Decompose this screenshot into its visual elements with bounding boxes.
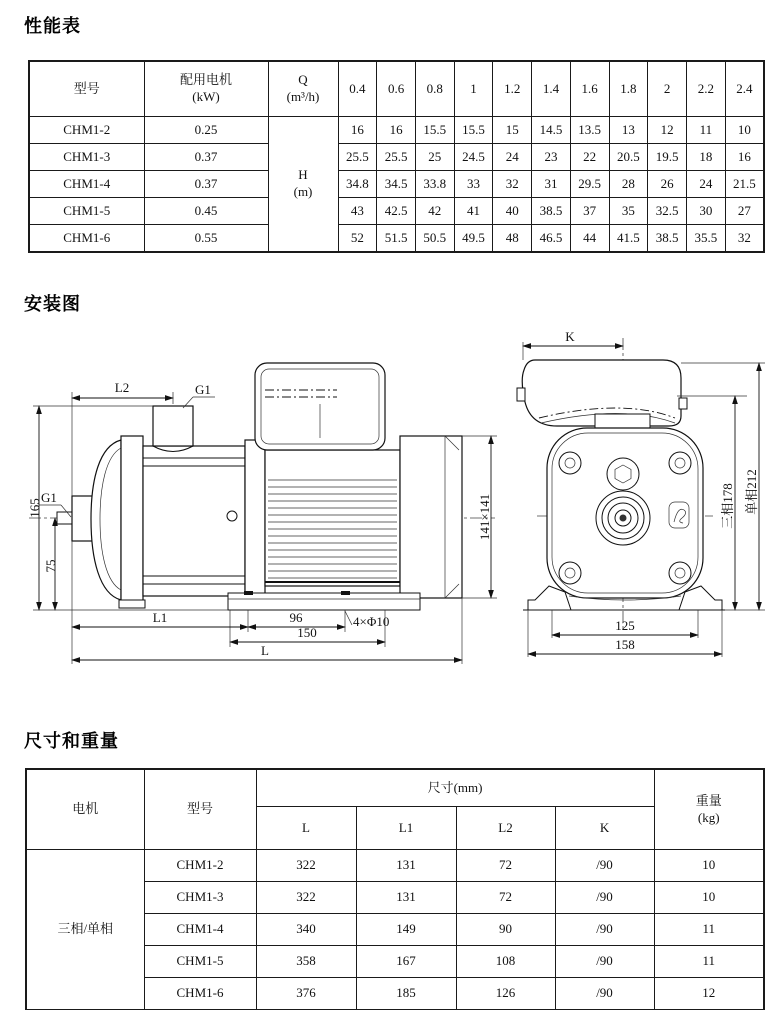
h-cell: 27	[725, 198, 764, 225]
dim-l-label: L	[261, 643, 269, 658]
dim-k-label: K	[565, 330, 575, 344]
flow-header-cell: 0.4	[338, 61, 377, 117]
flow-header-cell: 0.8	[415, 61, 454, 117]
h-cell: 48	[493, 225, 532, 253]
head-unit-cell: H (m)	[268, 117, 338, 253]
power-cell: 0.37	[144, 144, 268, 171]
h-cell: 15.5	[415, 117, 454, 144]
h-cell: 25	[415, 144, 454, 171]
motor	[245, 440, 400, 596]
dimensions-section-title: 尺寸和重量	[24, 731, 119, 751]
k-cell: /90	[555, 850, 654, 882]
h-cell: 13.5	[570, 117, 609, 144]
l-cell: 322	[256, 850, 356, 882]
dim-96-label: 96	[289, 610, 303, 625]
dim-165-label: 165	[27, 498, 42, 518]
performance-row	[29, 144, 764, 171]
weight-cell: 10	[654, 882, 764, 914]
dimensions-table	[25, 768, 765, 1010]
h-cell: 35	[609, 198, 648, 225]
flow-col-header: Q (m³/h)	[268, 61, 338, 117]
h-cell: 24.5	[454, 144, 493, 171]
h-cell: 52	[338, 225, 377, 253]
power-cell: 0.37	[144, 171, 268, 198]
h-cell: 10	[725, 117, 764, 144]
l1-cell: 131	[356, 850, 456, 882]
k-cell: /90	[555, 882, 654, 914]
h-cell: 49.5	[454, 225, 493, 253]
motor-type-cell: 三相/单相	[26, 850, 144, 1010]
h-cell: 24	[493, 144, 532, 171]
g1-left-label: G1	[41, 490, 57, 505]
flow-header-cell: 2.4	[725, 61, 764, 117]
h-cell: 18	[686, 144, 725, 171]
suction-port	[57, 496, 95, 541]
performance-row	[29, 225, 764, 253]
h-cell: 42	[415, 198, 454, 225]
h-cell: 31	[532, 171, 571, 198]
power-cell: 0.25	[144, 117, 268, 144]
model-cell: CHM1-2	[144, 850, 256, 882]
h-cell: 43	[338, 198, 377, 225]
h-cell: 34.8	[338, 171, 377, 198]
size-col-header: L	[256, 807, 356, 850]
h-cell: 40	[493, 198, 532, 225]
h-cell: 24	[686, 171, 725, 198]
h-cell: 34.5	[377, 171, 416, 198]
holes-label: 4×Φ10	[353, 614, 390, 629]
dimensions-header-row-1	[26, 769, 764, 807]
flow-header-cell: 1	[454, 61, 493, 117]
h-cell: 51.5	[377, 225, 416, 253]
motor-col-header: 电机	[26, 769, 144, 850]
l1-cell: 167	[356, 946, 456, 978]
discharge-port	[153, 406, 193, 452]
h-cell: 26	[648, 171, 687, 198]
single-phase-label: 单相212	[744, 469, 759, 515]
weight-cell: 11	[654, 914, 764, 946]
size-col-header: K	[555, 807, 654, 850]
h-cell: 33	[454, 171, 493, 198]
model-cell: CHM1-3	[144, 882, 256, 914]
end-terminal-box	[517, 360, 687, 428]
h-cell: 37	[570, 198, 609, 225]
end-view	[517, 330, 765, 657]
l1-cell: 149	[356, 914, 456, 946]
h-cell: 33.8	[415, 171, 454, 198]
performance-section-title: 性能表	[24, 16, 81, 36]
dim-158-label: 158	[615, 637, 635, 652]
h-cell: 16	[338, 117, 377, 144]
weight-cell: 10	[654, 850, 764, 882]
l-cell: 358	[256, 946, 356, 978]
flow-header-cell: 1.6	[570, 61, 609, 117]
base-plate	[228, 591, 420, 610]
flow-header-cell: 2.2	[686, 61, 725, 117]
k-cell: /90	[555, 978, 654, 1010]
h-cell: 46.5	[532, 225, 571, 253]
pump-face	[547, 428, 703, 598]
size-col-header: L2	[456, 807, 555, 850]
size-col-header: L1	[356, 807, 456, 850]
h-cell: 38.5	[648, 225, 687, 253]
installation-section-title: 安装图	[24, 294, 81, 314]
dim-75-label: 75	[43, 559, 58, 573]
model-cell: CHM1-6	[29, 225, 144, 253]
performance-row	[29, 171, 764, 198]
model-col-header: 型号	[144, 769, 256, 850]
flow-header-cell: 0.6	[377, 61, 416, 117]
g1-top-label: G1	[195, 382, 211, 397]
power-cell: 0.45	[144, 198, 268, 225]
model-col-header: 型号	[29, 61, 144, 117]
model-cell: CHM1-2	[29, 117, 144, 144]
performance-row	[29, 117, 764, 144]
h-cell: 41.5	[609, 225, 648, 253]
h-cell: 29.5	[570, 171, 609, 198]
model-cell: CHM1-3	[29, 144, 144, 171]
h-cell: 21.5	[725, 171, 764, 198]
h-cell: 22	[570, 144, 609, 171]
h-cell: 25.5	[338, 144, 377, 171]
model-cell: CHM1-5	[29, 198, 144, 225]
h-cell: 42.5	[377, 198, 416, 225]
h-cell: 23	[532, 144, 571, 171]
motor-col-header: 配用电机 (kW)	[144, 61, 268, 117]
performance-header-row	[29, 61, 764, 117]
power-cell: 0.55	[144, 225, 268, 253]
dimensions-row	[26, 850, 764, 882]
h-cell: 25.5	[377, 144, 416, 171]
performance-row	[29, 198, 764, 225]
h-cell: 16	[725, 144, 764, 171]
h-cell: 38.5	[532, 198, 571, 225]
size-group-header: 尺寸(mm)	[256, 769, 654, 807]
weight-cell: 12	[654, 978, 764, 1010]
h-cell: 12	[648, 117, 687, 144]
flow-header-cell: 2	[648, 61, 687, 117]
k-cell: /90	[555, 914, 654, 946]
l2-cell: 90	[456, 914, 555, 946]
h-cell: 13	[609, 117, 648, 144]
flow-header-cell: 1.8	[609, 61, 648, 117]
l2-cell: 108	[456, 946, 555, 978]
l1-cell: 185	[356, 978, 456, 1010]
dim-125-label: 125	[615, 618, 635, 633]
h-cell: 32	[725, 225, 764, 253]
model-cell: CHM1-6	[144, 978, 256, 1010]
h-cell: 19.5	[648, 144, 687, 171]
l-cell: 376	[256, 978, 356, 1010]
pump-head	[91, 436, 245, 608]
l-cell: 322	[256, 882, 356, 914]
h-cell: 30	[686, 198, 725, 225]
l2-cell: 126	[456, 978, 555, 1010]
flow-header-cell: 1.4	[532, 61, 571, 117]
fan-square-label: 141×141	[477, 493, 492, 541]
weight-col-header: 重量 (kg)	[654, 769, 764, 850]
h-cell: 35.5	[686, 225, 725, 253]
h-cell: 32	[493, 171, 532, 198]
terminal-box	[255, 363, 385, 450]
l1-cell: 131	[356, 882, 456, 914]
h-cell: 15	[493, 117, 532, 144]
h-cell: 15.5	[454, 117, 493, 144]
installation-diagram	[25, 330, 765, 702]
l2-cell: 72	[456, 850, 555, 882]
h-cell: 28	[609, 171, 648, 198]
flow-header-cell: 1.2	[493, 61, 532, 117]
h-cell: 41	[454, 198, 493, 225]
dim-150-label: 150	[297, 625, 317, 640]
h-cell: 20.5	[609, 144, 648, 171]
h-cell: 32.5	[648, 198, 687, 225]
weight-cell: 11	[654, 946, 764, 978]
model-cell: CHM1-5	[144, 946, 256, 978]
fan-cover	[400, 436, 462, 598]
performance-table	[28, 60, 765, 253]
h-cell: 16	[377, 117, 416, 144]
model-cell: CHM1-4	[144, 914, 256, 946]
dim-l1-label: L1	[152, 610, 168, 625]
k-cell: /90	[555, 946, 654, 978]
side-view	[27, 363, 497, 664]
h-cell: 11	[686, 117, 725, 144]
l2-cell: 72	[456, 882, 555, 914]
fill-plug	[607, 458, 639, 490]
dim-l2-label: L2	[114, 380, 130, 395]
h-cell: 14.5	[532, 117, 571, 144]
l-cell: 340	[256, 914, 356, 946]
h-cell: 44	[570, 225, 609, 253]
model-cell: CHM1-4	[29, 171, 144, 198]
h-cell: 50.5	[415, 225, 454, 253]
three-phase-label: 三相178	[720, 483, 735, 529]
